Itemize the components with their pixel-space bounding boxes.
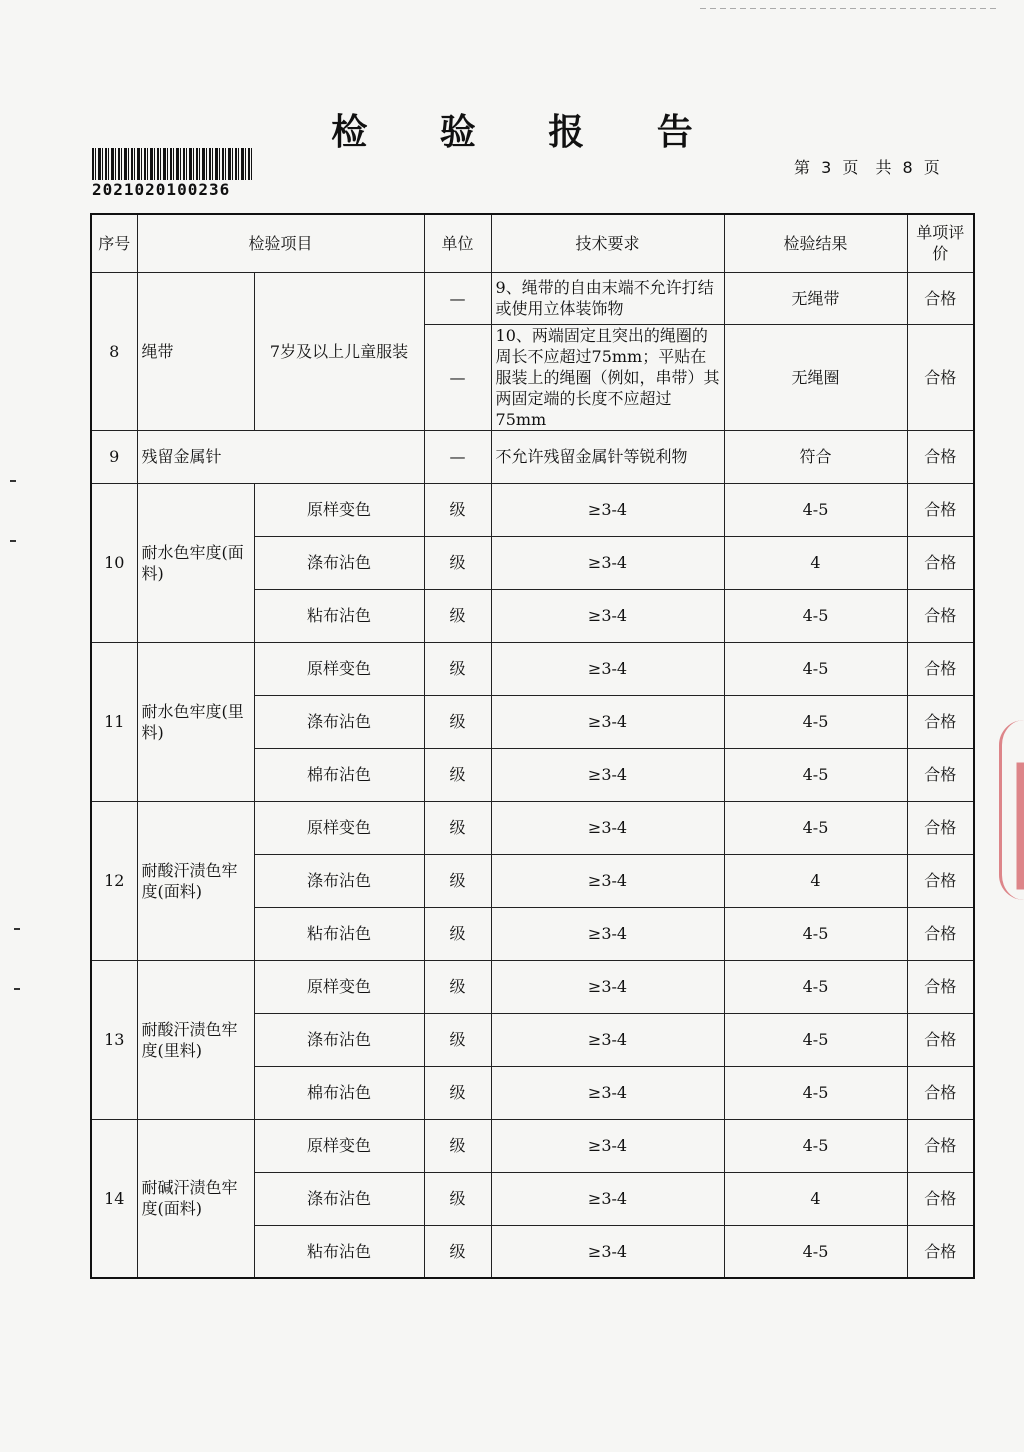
row-unit: 级 — [424, 960, 491, 1013]
row-unit: 级 — [424, 907, 491, 960]
row-unit: 级 — [424, 483, 491, 536]
table-row — [91, 642, 974, 695]
header-unit: 单位 — [424, 214, 491, 272]
table-row — [91, 801, 974, 854]
row-requirement: ≥3-4 — [491, 1225, 724, 1278]
header-result: 检验结果 — [724, 214, 907, 272]
row-requirement: ≥3-4 — [491, 589, 724, 642]
margin-mark — [14, 928, 20, 930]
row-evaluation: 合格 — [907, 1066, 974, 1119]
row-evaluation: 合格 — [907, 536, 974, 589]
row-requirement: ≥3-4 — [491, 695, 724, 748]
row-seq: 12 — [91, 801, 137, 960]
row-evaluation: 合格 — [907, 483, 974, 536]
row-requirement: 9、绳带的自由末端不允许打结或使用立体装饰物 — [491, 272, 724, 324]
row-result: 4 — [724, 854, 907, 907]
header-seq: 序号 — [91, 214, 137, 272]
row-item-name: 耐水色牢度(面料) — [137, 483, 254, 642]
row-result: 4-5 — [724, 748, 907, 801]
row-seq: 8 — [91, 272, 137, 430]
row-item-name: 残留金属针 — [137, 430, 424, 483]
row-item-name: 耐碱汗渍色牢度(面料) — [137, 1119, 254, 1278]
report-title: 检 验 报 告 — [331, 112, 723, 153]
row-evaluation: 合格 — [907, 854, 974, 907]
row-requirement: ≥3-4 — [491, 1172, 724, 1225]
row-unit: 级 — [424, 536, 491, 589]
inspection-table — [90, 213, 975, 1279]
row-unit: 级 — [424, 1013, 491, 1066]
row-sub-item: 涤布沾色 — [254, 854, 424, 907]
row-seq: 10 — [91, 483, 137, 642]
row-sub-item: 棉布沾色 — [254, 748, 424, 801]
row-sub-item: 涤布沾色 — [254, 1013, 424, 1066]
row-evaluation: 合格 — [907, 695, 974, 748]
row-evaluation: 合格 — [907, 748, 974, 801]
table-row — [91, 960, 974, 1013]
row-evaluation: 合格 — [907, 1225, 974, 1278]
row-requirement: ≥3-4 — [491, 536, 724, 589]
row-evaluation: 合格 — [907, 801, 974, 854]
row-item-name: 耐酸汗渍色牢度(里料) — [137, 960, 254, 1119]
row-sub-item: 7岁及以上儿童服装 — [254, 272, 424, 430]
page-total: 共 8 页 — [875, 158, 940, 177]
margin-mark — [10, 540, 16, 542]
table-row — [91, 430, 974, 483]
row-unit: 级 — [424, 854, 491, 907]
row-unit: 级 — [424, 748, 491, 801]
row-unit: 级 — [424, 1225, 491, 1278]
row-seq: 11 — [91, 642, 137, 801]
header-evaluation: 单项评价 — [907, 214, 974, 272]
row-sub-item: 原样变色 — [254, 801, 424, 854]
barcode — [92, 148, 252, 180]
row-unit: — — [424, 430, 491, 483]
row-result: 4-5 — [724, 907, 907, 960]
row-seq: 13 — [91, 960, 137, 1119]
row-requirement: ≥3-4 — [491, 854, 724, 907]
row-sub-item: 原样变色 — [254, 1119, 424, 1172]
row-result: 4-5 — [724, 1066, 907, 1119]
scan-edge-line — [700, 8, 1000, 9]
row-unit: 级 — [424, 1066, 491, 1119]
table-row — [91, 272, 974, 324]
header-requirement: 技术要求 — [491, 214, 724, 272]
row-requirement: ≥3-4 — [491, 1119, 724, 1172]
header-item: 检验项目 — [137, 214, 424, 272]
row-requirement: ≥3-4 — [491, 748, 724, 801]
row-sub-item: 原样变色 — [254, 483, 424, 536]
row-sub-item: 粘布沾色 — [254, 1225, 424, 1278]
row-evaluation: 合格 — [907, 1013, 974, 1066]
page-current: 第 3 页 — [794, 158, 859, 177]
row-result: 4-5 — [724, 1013, 907, 1066]
row-evaluation: 合格 — [907, 1119, 974, 1172]
row-evaluation: 合格 — [907, 1172, 974, 1225]
row-requirement: ≥3-4 — [491, 1066, 724, 1119]
seal-stamp-edge — [999, 720, 1024, 900]
row-sub-item: 涤布沾色 — [254, 536, 424, 589]
row-sub-item: 原样变色 — [254, 642, 424, 695]
row-result: 符合 — [724, 430, 907, 483]
row-item-name: 耐酸汗渍色牢度(面料) — [137, 801, 254, 960]
row-evaluation: 合格 — [907, 272, 974, 324]
row-result: 4-5 — [724, 801, 907, 854]
row-unit: — — [424, 272, 491, 324]
row-requirement: ≥3-4 — [491, 483, 724, 536]
table-header-row — [91, 214, 974, 272]
row-sub-item: 粘布沾色 — [254, 907, 424, 960]
row-result: 4-5 — [724, 483, 907, 536]
row-result: 4-5 — [724, 695, 907, 748]
row-sub-item: 涤布沾色 — [254, 1172, 424, 1225]
table-row — [91, 1119, 974, 1172]
row-result: 4 — [724, 1172, 907, 1225]
row-unit: 级 — [424, 1172, 491, 1225]
row-unit: 级 — [424, 1119, 491, 1172]
row-sub-item: 粘布沾色 — [254, 589, 424, 642]
page-info — [794, 155, 946, 178]
row-unit: 级 — [424, 695, 491, 748]
row-result: 4-5 — [724, 642, 907, 695]
row-seq: 14 — [91, 1119, 137, 1278]
row-item-name: 耐水色牢度(里料) — [137, 642, 254, 801]
row-evaluation: 合格 — [907, 907, 974, 960]
row-requirement: ≥3-4 — [491, 1013, 724, 1066]
row-requirement: ≥3-4 — [491, 642, 724, 695]
row-unit: 级 — [424, 801, 491, 854]
row-result: 4-5 — [724, 589, 907, 642]
table-row — [91, 483, 974, 536]
row-unit: 级 — [424, 589, 491, 642]
row-result: 4 — [724, 536, 907, 589]
row-requirement: 10、两端固定且突出的绳圈的周长不应超过75mm；平贴在服装上的绳圈（例如，串带）其两固定端的长度不应超过75mm — [491, 324, 724, 430]
row-sub-item: 原样变色 — [254, 960, 424, 1013]
row-evaluation: 合格 — [907, 430, 974, 483]
row-unit: 级 — [424, 642, 491, 695]
row-evaluation: 合格 — [907, 960, 974, 1013]
row-requirement: ≥3-4 — [491, 801, 724, 854]
row-result: 4-5 — [724, 1225, 907, 1278]
row-evaluation: 合格 — [907, 324, 974, 430]
row-sub-item: 棉布沾色 — [254, 1066, 424, 1119]
barcode-number: 2021020100236 — [92, 180, 231, 199]
row-result: 4-5 — [724, 960, 907, 1013]
row-result: 4-5 — [724, 1119, 907, 1172]
row-requirement: ≥3-4 — [491, 907, 724, 960]
row-seq: 9 — [91, 430, 137, 483]
row-item-name: 绳带 — [137, 272, 254, 430]
margin-mark — [14, 988, 20, 990]
row-result: 无绳圈 — [724, 324, 907, 430]
margin-mark — [10, 480, 16, 482]
row-evaluation: 合格 — [907, 642, 974, 695]
row-evaluation: 合格 — [907, 589, 974, 642]
row-requirement: 不允许残留金属针等锐利物 — [491, 430, 724, 483]
row-result: 无绳带 — [724, 272, 907, 324]
row-unit: — — [424, 324, 491, 430]
row-requirement: ≥3-4 — [491, 960, 724, 1013]
row-sub-item: 涤布沾色 — [254, 695, 424, 748]
